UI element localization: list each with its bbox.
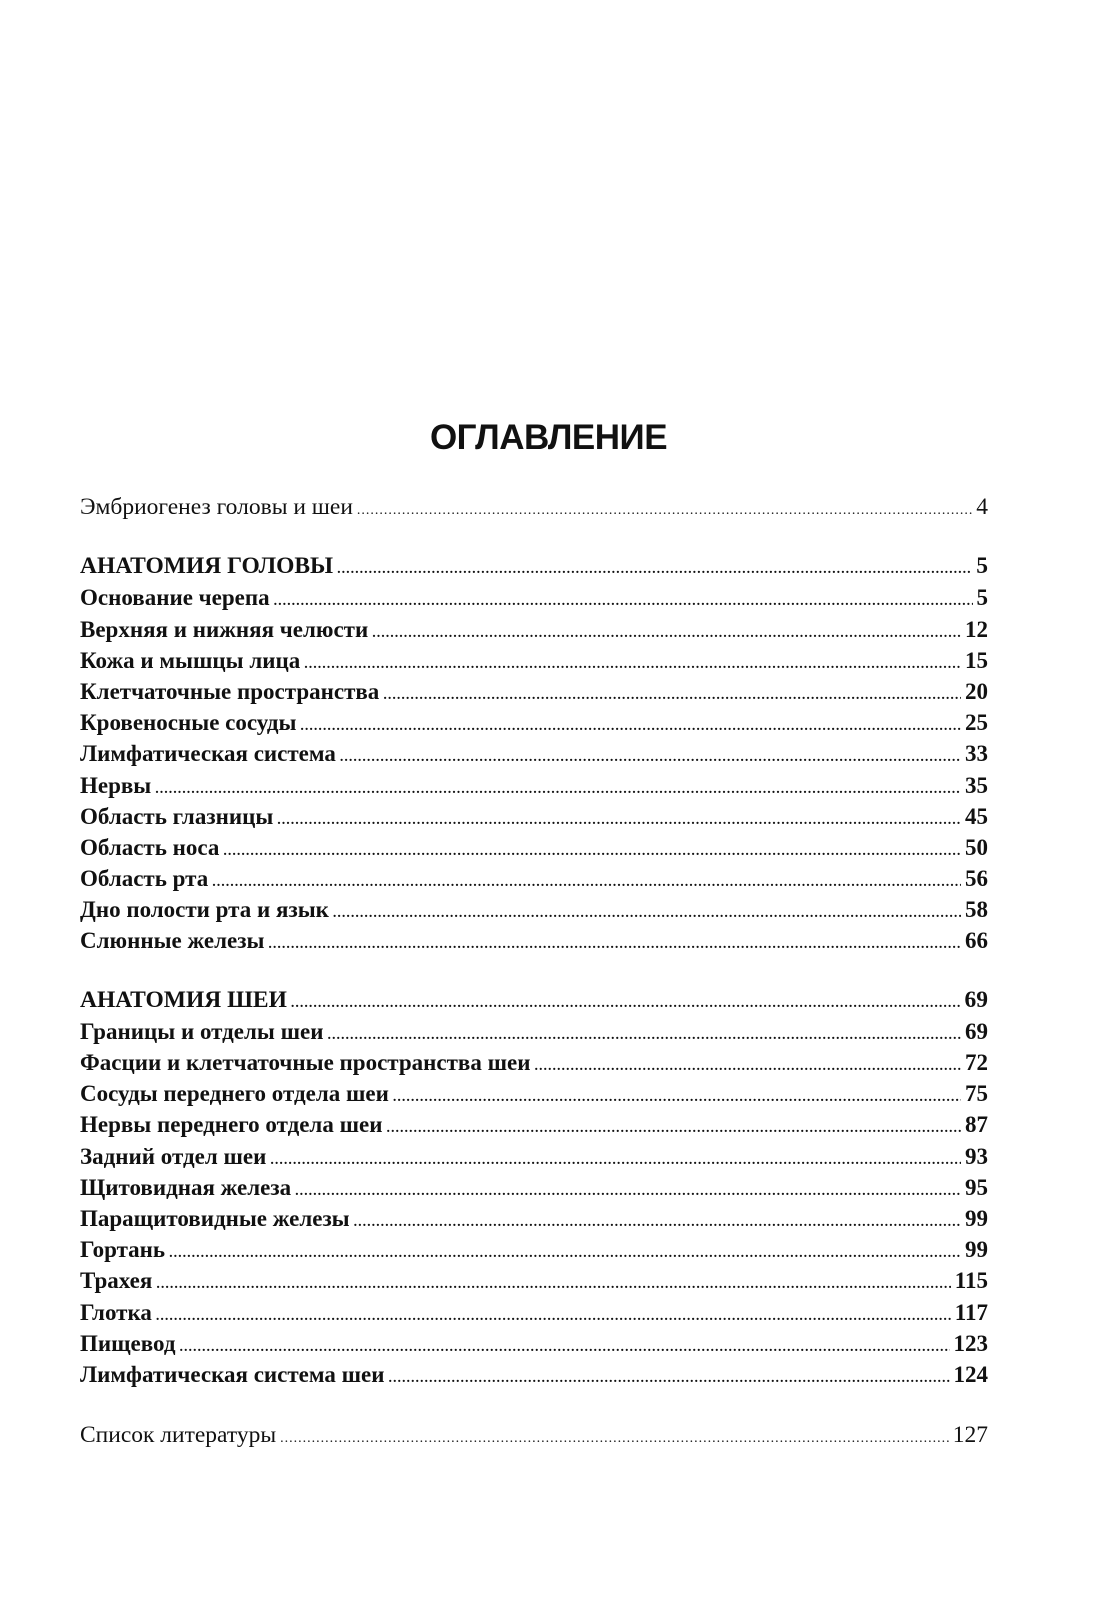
toc-entry[interactable] bbox=[80, 645, 988, 676]
dot-leader bbox=[534, 1051, 961, 1082]
toc-entry-label: Клетчаточные пространства bbox=[80, 678, 380, 704]
toc-entry[interactable] bbox=[80, 925, 988, 956]
toc-entry-label: Кровеносные сосуды bbox=[80, 710, 297, 736]
section-heading-neck-anatomy[interactable] bbox=[80, 985, 988, 1016]
toc-entry-label: Нервы bbox=[80, 772, 152, 798]
toc-entry[interactable] bbox=[80, 863, 988, 894]
dot-leader bbox=[274, 586, 973, 617]
dot-leader bbox=[372, 618, 961, 649]
dot-leader bbox=[357, 495, 972, 526]
toc-entry-page: 45 bbox=[965, 803, 988, 829]
section-heading-head-anatomy[interactable] bbox=[80, 551, 988, 582]
dot-leader bbox=[393, 1082, 961, 1113]
section-heading-page: 69 bbox=[964, 986, 988, 1013]
toc-entry-page: 58 bbox=[965, 897, 988, 923]
toc-entry-page: 124 bbox=[953, 1361, 988, 1387]
toc-entry-label: Область носа bbox=[80, 834, 220, 860]
toc-entry[interactable] bbox=[80, 894, 988, 925]
toc-entry-page: 66 bbox=[965, 928, 988, 954]
toc-entry[interactable] bbox=[80, 1141, 988, 1172]
toc-entry-references[interactable] bbox=[80, 1420, 988, 1451]
toc-entry-label: Область глазницы bbox=[80, 803, 274, 829]
toc-entry-label: Эмбриогенез головы и шеи bbox=[80, 494, 353, 520]
toc-entry[interactable] bbox=[80, 770, 988, 801]
toc-entry-page: 69 bbox=[965, 1018, 988, 1044]
toc-entry-label: Трахея bbox=[80, 1268, 153, 1294]
toc-entry-label: Дно полости рта и язык bbox=[80, 897, 329, 923]
dot-leader bbox=[280, 1423, 949, 1454]
toc-entry-page: 127 bbox=[952, 1422, 988, 1449]
toc-entry[interactable] bbox=[80, 707, 988, 738]
toc-entry-label: Верхняя и нижняя челюсти bbox=[80, 616, 369, 642]
toc-entry-label: Список литературы bbox=[80, 1422, 277, 1449]
toc-entry-label: Паращитовидные железы bbox=[80, 1205, 350, 1231]
toc-entry-page: 35 bbox=[965, 772, 988, 798]
toc-entry-label: Задний отдел шеи bbox=[80, 1143, 267, 1169]
toc-entry-page: 93 bbox=[965, 1143, 988, 1169]
toc-entry-page: 87 bbox=[965, 1112, 988, 1138]
toc-entry-page: 99 bbox=[965, 1237, 988, 1263]
dot-leader bbox=[268, 929, 961, 960]
head-anatomy-entries bbox=[80, 582, 988, 956]
toc-entry[interactable] bbox=[80, 1109, 988, 1140]
toc-entry-label: Границы и отделы шеи bbox=[80, 1018, 324, 1044]
toc-entry-label: Область рта bbox=[80, 866, 209, 892]
toc-entry-page: 50 bbox=[965, 834, 988, 860]
section-heading-page: 5 bbox=[976, 553, 988, 580]
page-title: ОГЛАВЛЕНИЕ bbox=[429, 418, 668, 457]
neck-anatomy-entries bbox=[80, 1016, 988, 1390]
toc-entry[interactable] bbox=[80, 1047, 988, 1078]
section-heading-label: АНАТОМИЯ ГОЛОВЫ bbox=[80, 553, 334, 580]
toc-entry-label: Сосуды переднего отдела шеи bbox=[80, 1081, 389, 1107]
dot-leader bbox=[291, 988, 961, 1019]
toc-entry-embryogenesis[interactable] bbox=[80, 492, 988, 523]
dot-leader bbox=[156, 1301, 951, 1332]
toc-entry-label: Гортань bbox=[80, 1237, 166, 1263]
dot-leader bbox=[354, 1207, 961, 1238]
dot-leader bbox=[270, 1145, 961, 1176]
toc-entry-page: 123 bbox=[953, 1330, 988, 1356]
toc-entry[interactable] bbox=[80, 582, 988, 613]
toc-entry-page: 5 bbox=[976, 585, 988, 611]
toc-entry-page: 99 bbox=[965, 1205, 988, 1231]
toc-entry-page: 15 bbox=[965, 647, 988, 673]
toc-entry[interactable] bbox=[80, 676, 988, 707]
section-spacer bbox=[80, 523, 988, 551]
toc-entry[interactable] bbox=[80, 1203, 988, 1234]
toc-entry-page: 117 bbox=[954, 1299, 988, 1325]
table-of-contents bbox=[80, 492, 988, 1451]
toc-entry-page: 95 bbox=[965, 1174, 988, 1200]
toc-entry[interactable] bbox=[80, 1359, 988, 1390]
dot-leader bbox=[340, 742, 961, 773]
section-spacer bbox=[80, 1390, 988, 1420]
toc-entry[interactable] bbox=[80, 1265, 988, 1296]
dot-leader bbox=[156, 1269, 950, 1300]
dot-leader bbox=[304, 649, 961, 680]
dot-leader bbox=[169, 1238, 961, 1269]
dot-leader bbox=[295, 1176, 961, 1207]
toc-entry-label: Слюнные железы bbox=[80, 928, 265, 954]
toc-entry[interactable] bbox=[80, 801, 988, 832]
toc-entry[interactable] bbox=[80, 614, 988, 645]
dot-leader bbox=[389, 1363, 950, 1394]
toc-entry-page: 12 bbox=[965, 616, 988, 642]
section-spacer bbox=[80, 957, 988, 985]
dot-leader bbox=[223, 836, 961, 867]
toc-entry-label: Фасции и клетчаточные пространства шеи bbox=[80, 1050, 531, 1075]
toc-entry-page: 75 bbox=[965, 1081, 988, 1107]
toc-entry[interactable] bbox=[80, 1078, 988, 1109]
toc-entry[interactable] bbox=[80, 1328, 988, 1359]
dot-leader bbox=[386, 1113, 961, 1144]
toc-entry[interactable] bbox=[80, 832, 988, 863]
section-heading-label: АНАТОМИЯ ШЕИ bbox=[80, 986, 287, 1013]
toc-entry-page: 56 bbox=[965, 866, 988, 892]
toc-entry-label: Лимфатическая система bbox=[80, 741, 336, 767]
dot-leader bbox=[333, 898, 961, 929]
toc-entry-label: Лимфатическая система шеи bbox=[80, 1361, 385, 1387]
dot-leader bbox=[383, 680, 961, 711]
toc-entry-page: 20 bbox=[965, 678, 988, 704]
toc-entry-page: 115 bbox=[954, 1268, 988, 1294]
toc-entry-label: Пищевод bbox=[80, 1330, 176, 1356]
dot-leader bbox=[300, 711, 961, 742]
dot-leader bbox=[337, 554, 972, 585]
toc-entry-label: Глотка bbox=[80, 1299, 152, 1325]
toc-entry-page: 72 bbox=[965, 1050, 988, 1075]
toc-entry-label: Щитовидная железа bbox=[80, 1174, 292, 1200]
toc-entry[interactable] bbox=[80, 738, 988, 769]
toc-entry[interactable] bbox=[80, 1016, 988, 1047]
toc-entry-page: 4 bbox=[976, 494, 988, 520]
toc-entry-label: Основание черепа bbox=[80, 585, 270, 611]
toc-entry-page: 25 bbox=[965, 710, 988, 736]
toc-entry[interactable] bbox=[80, 1297, 988, 1328]
toc-entry[interactable] bbox=[80, 1172, 988, 1203]
toc-entry-label: Кожа и мышцы лица bbox=[80, 647, 301, 673]
toc-entry[interactable] bbox=[80, 1234, 988, 1265]
toc-entry-label: Нервы переднего отдела шеи bbox=[80, 1112, 383, 1138]
toc-entry-page: 33 bbox=[965, 741, 988, 767]
dot-leader bbox=[277, 805, 961, 836]
